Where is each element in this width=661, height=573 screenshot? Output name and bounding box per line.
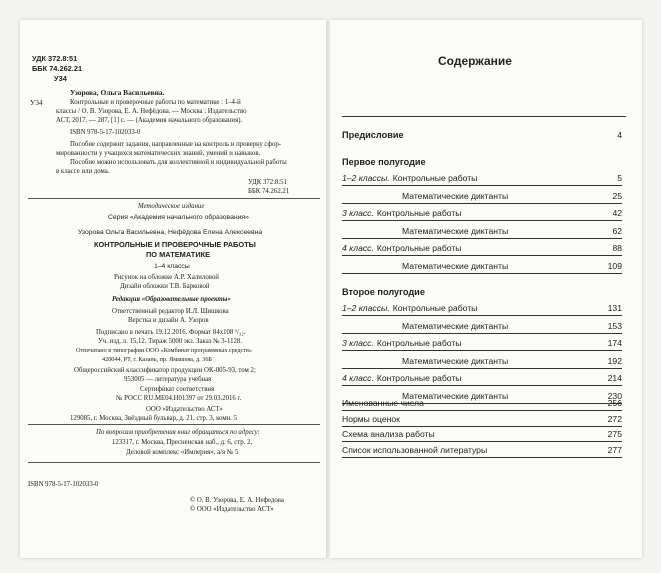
toc-entry-label: Нормы оценок <box>342 413 400 424</box>
toc-entry-label <box>342 243 461 253</box>
toc-page-number: 192 <box>607 355 622 366</box>
udk-code-2: УДК 372.8:51 <box>248 179 287 186</box>
copyright: © ООО «Издательство АСТ» <box>190 506 274 513</box>
toc-row <box>342 208 622 221</box>
toc-underline <box>342 426 622 427</box>
toc-grade: 3 класс. <box>342 208 374 218</box>
edition-type: Методическое издание <box>138 203 205 210</box>
author-code-2: У34 <box>30 98 43 107</box>
divider <box>28 424 320 425</box>
toc-underline <box>342 333 622 334</box>
toc-row <box>342 261 622 274</box>
copyright: © О. В. Узорова, Е. А. Нефедова <box>190 497 284 504</box>
annotation-line: Пособие содержит задания, направленные на контроль и проверку сфор- <box>70 141 281 148</box>
book-title: ПО МАТЕМАТИКЕ <box>146 250 211 259</box>
annotation-line: Пособие можно использовать для коллективной и индивидуальной работы <box>70 159 287 166</box>
contact-info: 123317, г. Москва, Пресненская наб., д. 6, стр. 2, <box>112 439 253 446</box>
toc-entry-text: Математические диктанты <box>402 260 509 271</box>
divider <box>28 198 320 199</box>
toc-row <box>342 445 622 458</box>
divider <box>28 462 320 463</box>
toc-underline <box>342 220 622 221</box>
toc-grade: 3 класс. <box>342 338 374 348</box>
print-info: 420044, РТ, г. Казань, пр. Ямашева, д. 36Б <box>102 356 212 363</box>
bbk-code: ББК 74.262.21 <box>32 64 83 73</box>
toc-page-number: 131 <box>607 303 622 313</box>
toc-entry-label: Список использованной литературы <box>342 444 488 455</box>
author-name: Узорова, Ольга Васильевна. <box>70 88 165 97</box>
toc-underline <box>342 315 622 316</box>
toc-page-number: 62 <box>612 225 622 236</box>
classifier: Общероссийский классификатор продукции ОК-005-93, том 2; <box>74 367 256 374</box>
author-code: У34 <box>54 74 67 83</box>
toc-row <box>342 226 622 239</box>
print-info: Отпечатано в типографии ООО «Комбинат программных средств» <box>76 347 252 354</box>
toc-grade: 1–2 классы. <box>342 173 390 183</box>
toc-entry-text: Контрольные работы <box>376 338 462 348</box>
toc-entry-text: Математические диктанты <box>402 390 509 401</box>
description-line: классы / О. В. Узорова, Е. А. Нефёдова. — Москва : Издательство <box>56 108 247 115</box>
toc-underline <box>342 441 622 442</box>
classifier: 953005 — литература учебная <box>124 376 212 383</box>
toc-row-preface: Предисловие 4 <box>342 130 622 140</box>
toc-grade: 4 класс. <box>342 243 374 253</box>
toc-row <box>342 398 622 411</box>
toc-row <box>342 429 622 442</box>
toc-entry-text: Контрольные работы <box>392 303 478 313</box>
toc-entry-text: Контрольные работы <box>392 173 478 183</box>
editorial-office: Редакция «Образовательные проекты» <box>112 296 231 303</box>
contact-info: По вопросам приобретения книг обращаться по адресу: <box>96 429 260 436</box>
toc-row <box>342 303 622 316</box>
annotation-line: в классе или дома. <box>56 168 110 175</box>
toc-entry-label <box>342 208 461 218</box>
toc-underline <box>342 185 622 186</box>
section-heading: Второе полугодие <box>342 287 425 297</box>
toc-grade: 1–2 классы. <box>342 303 390 313</box>
toc-entry-label <box>402 261 508 271</box>
toc-entry-label <box>402 226 508 236</box>
toc-underline <box>342 457 622 458</box>
publisher-address: 129085, г. Москва, Звёздный бульвар, д. 21, стр. 3, комн. 5 <box>70 415 238 422</box>
toc-entry-text: Математические диктанты <box>402 225 509 236</box>
print-info: Уч. изд. л. 15,12. Тираж 5000 экз. Заказ № 3-1128. <box>98 338 243 345</box>
toc-row <box>342 414 622 427</box>
publisher: ООО «Издательство АСТ» <box>146 406 223 413</box>
toc-entry-label <box>342 173 477 183</box>
toc-entry-text: Математические диктанты <box>402 355 509 366</box>
print-info: Подписано в печать 19.12.2016. Формат 84х108 ¹/₃₂. <box>96 329 246 336</box>
toc-underline <box>342 368 622 369</box>
toc-page-number: 153 <box>607 320 622 331</box>
toc-entry-label: Именованные числа <box>342 398 424 408</box>
toc-entry-label <box>402 191 508 201</box>
toc-underline <box>342 203 622 204</box>
toc-underline <box>342 255 622 256</box>
toc-row <box>342 191 622 204</box>
toc-entry-text: Контрольные работы <box>376 373 462 383</box>
cover-designer: Дизайн обложки Т.В. Барковой <box>120 283 210 290</box>
toc-page-number: 5 <box>617 173 622 183</box>
certificate: Сертификат соответствия <box>140 386 215 393</box>
grades: 1–4 классы <box>154 263 190 270</box>
toc-page-number: 272 <box>607 413 622 424</box>
toc-page-number: 174 <box>607 338 622 348</box>
authors-full: Узорова Ольга Васильевна, Нефёдова Елена Алексеевна <box>78 229 263 236</box>
toc-grade: 4 класс. <box>342 373 374 383</box>
toc-underline <box>342 350 622 351</box>
toc-underline <box>342 385 622 386</box>
isbn-bottom: ISBN 978-5-17-102033-0 <box>28 481 99 488</box>
toc-entry-label <box>402 321 508 331</box>
toc-page-number: 42 <box>612 208 622 218</box>
toc-page-number: 88 <box>612 243 622 253</box>
certificate: № РОСС RU.ME04.H01397 от 29.03.2016 г. <box>116 395 242 402</box>
right-page <box>330 20 642 558</box>
bbk-code-2: ББК 74.262.21 <box>248 188 290 195</box>
toc-page-number: 214 <box>607 373 622 383</box>
toc-page-number: 230 <box>607 390 622 401</box>
toc-page-number: 275 <box>607 429 622 439</box>
toc-entry-label <box>342 338 461 348</box>
left-page <box>20 20 326 558</box>
toc-entry-label <box>402 356 508 366</box>
toc-row <box>342 373 622 386</box>
isbn-line: ISBN 978-5-17-102033-0 <box>70 129 141 136</box>
toc-row <box>342 173 622 186</box>
description-line: АСТ, 2017. — 287, [1] с. — (Академия начального образования). <box>56 117 243 124</box>
toc-page-number: 109 <box>607 260 622 271</box>
toc-underline <box>342 410 622 411</box>
editor: Ответственный редактор И.Л. Шишкова <box>112 308 229 315</box>
toc-entry-text: Контрольные работы <box>376 208 462 218</box>
toc-page-number: 277 <box>607 444 622 455</box>
series-name: Серия «Академия начального образования» <box>108 214 249 221</box>
toc-page-number: 256 <box>607 398 622 408</box>
cover-artist: Рисунок на обложке А.Р. Халиловой <box>114 274 219 281</box>
contact-info: Деловой комплекс «Империя», а/я № 5 <box>126 449 239 456</box>
toc-page-number: 25 <box>612 190 622 201</box>
layout-designer: Верстка и дизайн А. Узоров <box>128 317 209 324</box>
divider <box>342 116 626 117</box>
toc-underline <box>342 238 622 239</box>
section-heading: Первое полугодие <box>342 157 426 167</box>
toc-underline <box>342 273 622 274</box>
toc-entry-text: Контрольные работы <box>376 243 462 253</box>
toc-entry-label <box>342 373 461 383</box>
description-line: Контрольные и проверочные работы по математике : 1–4-й <box>70 99 241 106</box>
toc-row <box>342 338 622 351</box>
toc-row <box>342 356 622 369</box>
annotation-line: мированности у учащихся математических знаний, умений и навыков. <box>56 150 261 157</box>
toc-row <box>342 243 622 256</box>
toc-entry-label: Схема анализа работы <box>342 429 435 439</box>
toc-title: Содержание <box>438 54 512 68</box>
udk-code: УДК 372.8:51 <box>32 54 78 63</box>
toc-entry-label <box>342 303 477 313</box>
book-title: КОНТРОЛЬНЫЕ И ПРОВЕРОЧНЫЕ РАБОТЫ <box>94 240 256 249</box>
toc-entry-text: Математические диктанты <box>402 320 509 331</box>
toc-entry-text: Математические диктанты <box>402 190 509 201</box>
toc-row <box>342 321 622 334</box>
